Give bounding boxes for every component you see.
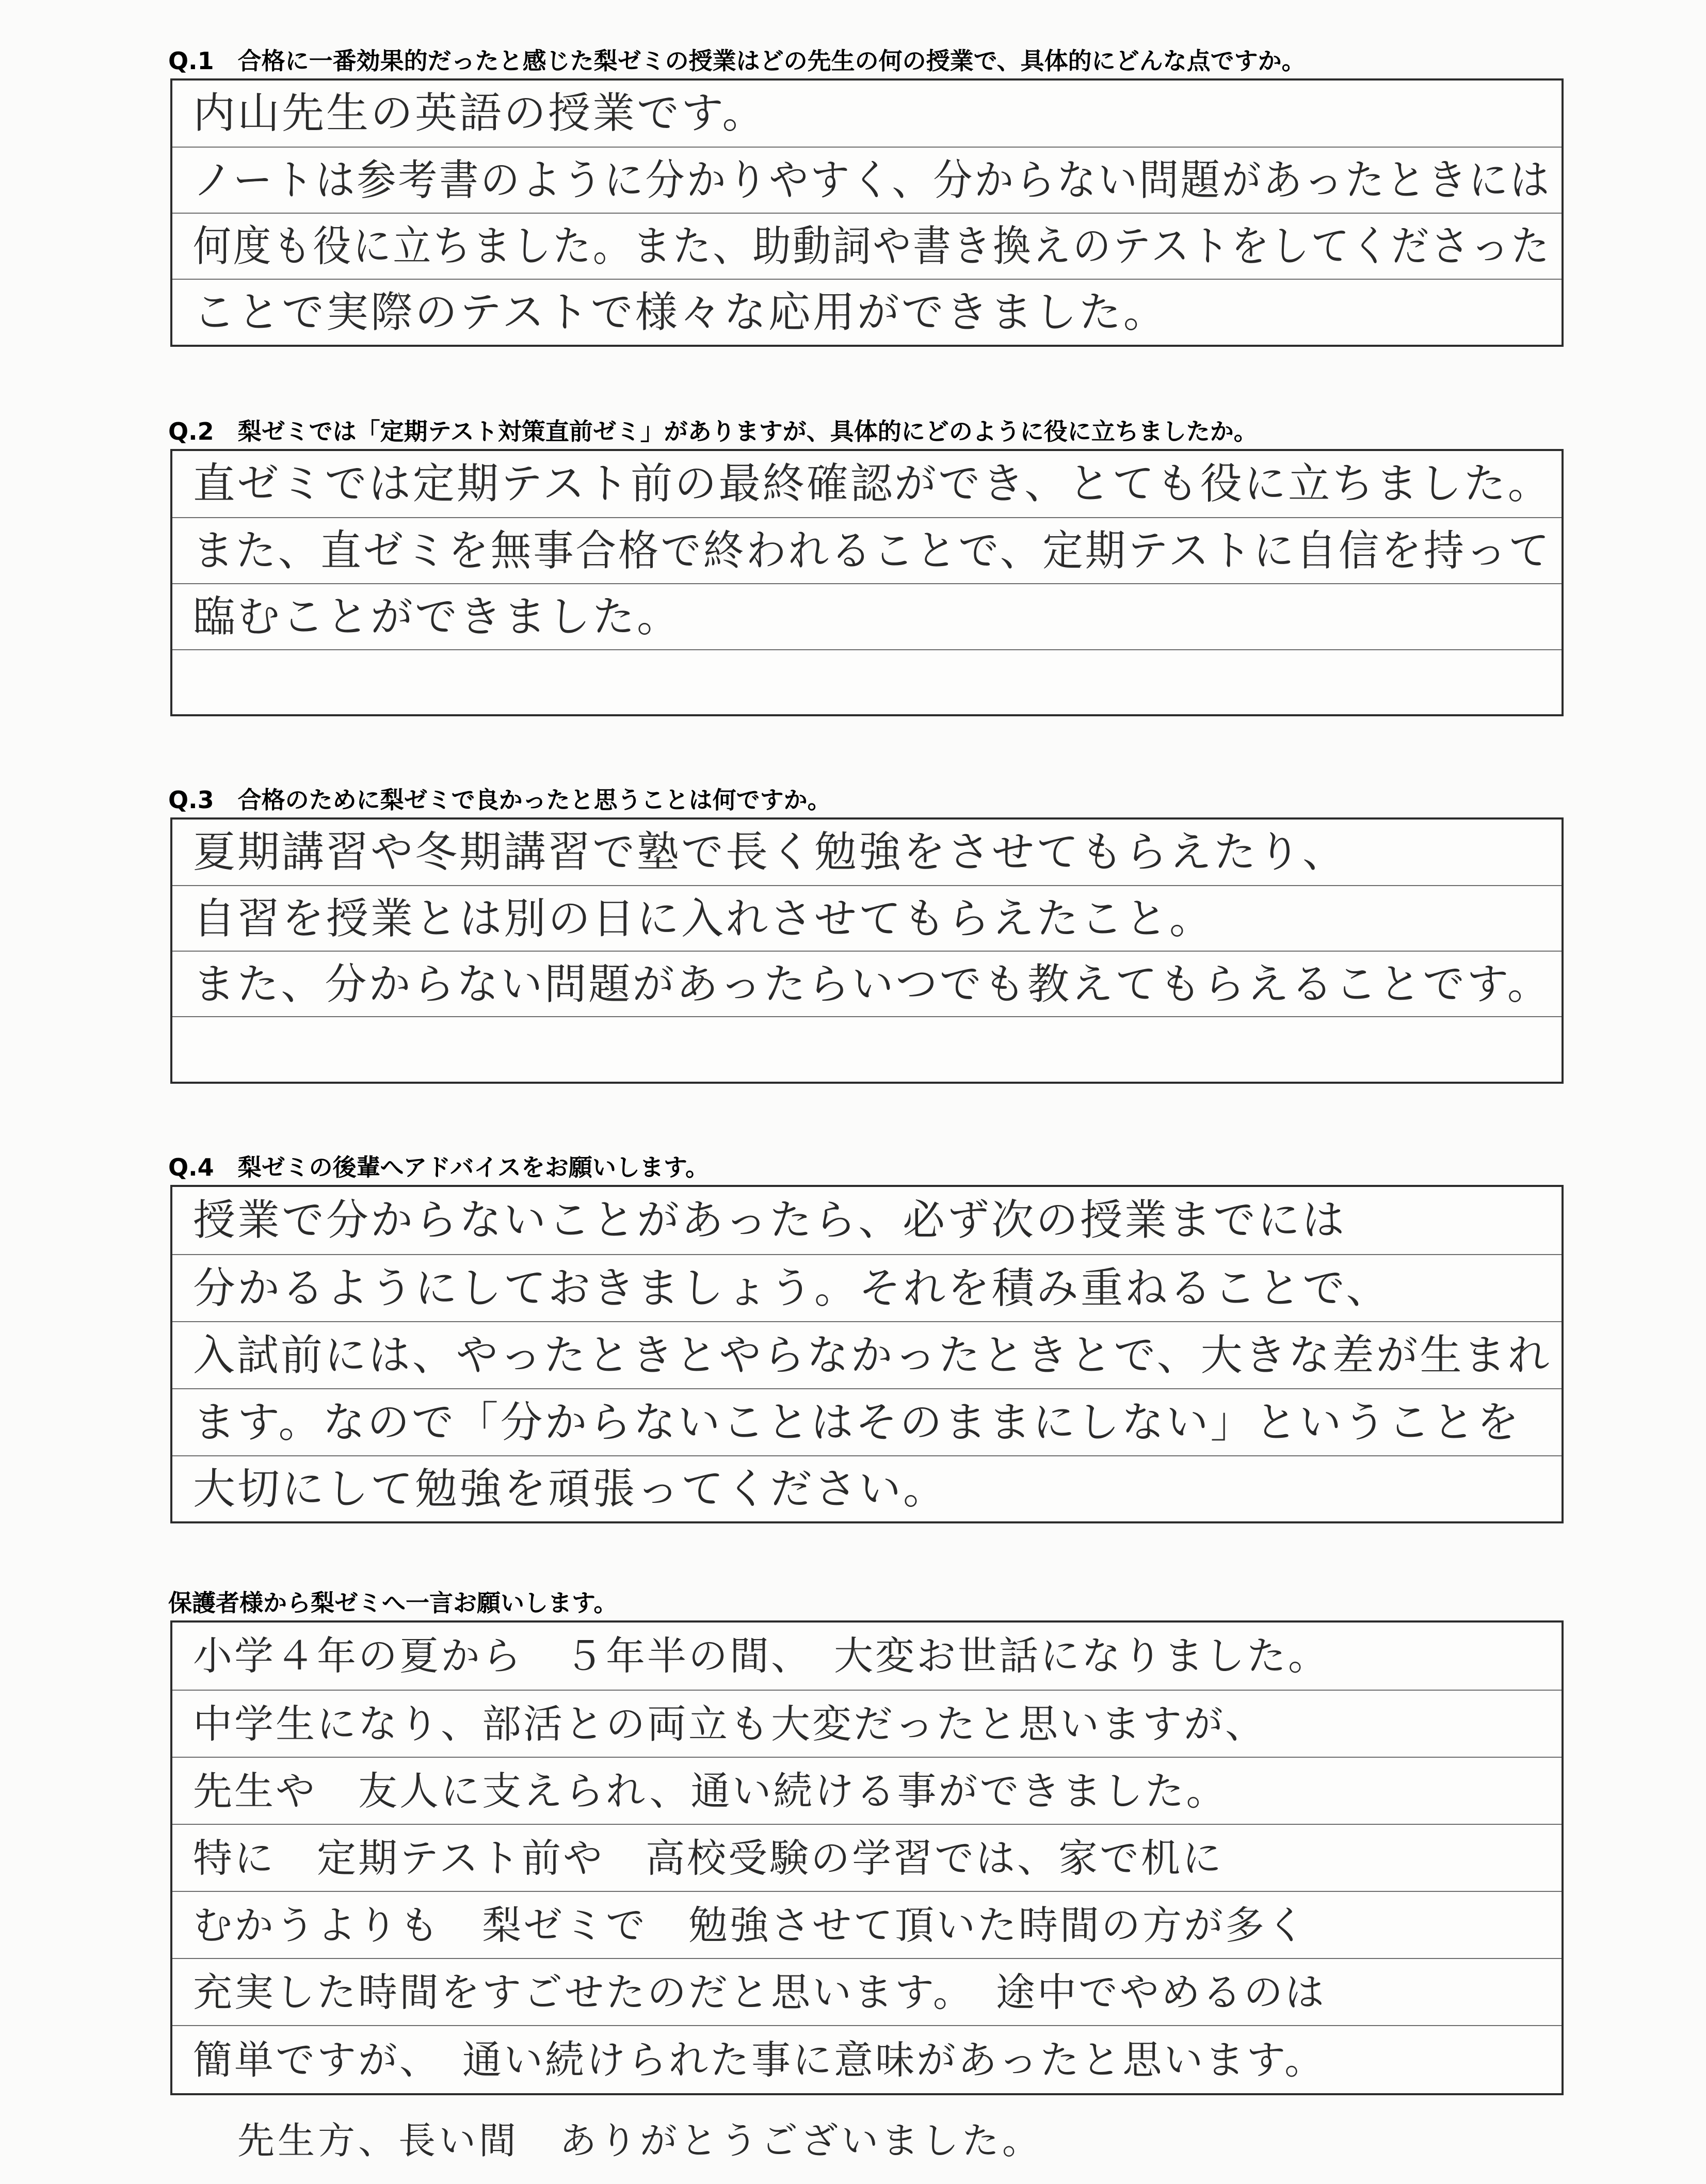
q1-answer-line-2 — [172, 147, 1562, 213]
parent-answer-line-2 — [172, 1690, 1562, 1757]
q1-answer-text-4: ことで実際のテストで様々な応用ができました。 — [193, 288, 1168, 337]
q3-answer-line-3 — [172, 951, 1562, 1016]
parent-answer-text-4: 特に 定期テスト前や 高校受験の学習では、家で机に — [193, 1835, 1224, 1881]
parent-answer-text-2: 中学生になり、部活との両立も大変だったと思いますが、 — [193, 1701, 1266, 1747]
q2-answer-text-3: 臨むことができました。 — [193, 592, 682, 641]
q2-answer-line-3 — [172, 583, 1562, 649]
parent-answer-line-5 — [172, 1891, 1562, 1958]
q4-answer-line-3 — [172, 1321, 1562, 1388]
q1-answer-text-1: 内山先生の英語の授業です。 — [193, 89, 767, 138]
q4-answer-text-3: 入試前には、やったときとやらなかったときとで、大きな差が生まれ — [193, 1331, 1552, 1380]
q4-question: Q.4 梨ゼミの後輩へアドバイスをお願いします。 — [168, 1153, 710, 1181]
q2-answer-line-1 — [172, 451, 1562, 517]
q2-answer-line-4 — [172, 649, 1562, 714]
q4-answer-line-4 — [172, 1388, 1562, 1455]
q2-section — [170, 416, 1564, 716]
q4-answer-text-5: 大切にして勉強を頑張ってください。 — [193, 1465, 948, 1514]
q4-answer-text-4: ます。なので「分からないことはそのままにしない」ということを — [193, 1398, 1521, 1447]
parent-answer-line-4 — [172, 1824, 1562, 1891]
q3-answer-line-4 — [172, 1016, 1562, 1082]
parent-answer-text-5: むかうよりも 梨ゼミで 勉強させて頂いた時間の方が多く — [193, 1902, 1308, 1948]
parent-answer-line-7 — [172, 2025, 1562, 2093]
q2-answer-text-1: 直ゼミでは定期テスト前の最終確認ができ、とても役に立ちました。 — [193, 459, 1552, 508]
parent-answer-text-1: 小学４年の夏から ５年半の間、 大変お世話になりました。 — [193, 1633, 1329, 1679]
q3-answer-text-2: 自習を授業とは別の日に入れさせてもらえたこと。 — [193, 894, 1214, 943]
q1-answer-text-3: 何度も役に立ちました。また、助動詞や書き換えのテストをしてくださった — [193, 222, 1551, 271]
q1-answer-line-3 — [172, 213, 1562, 279]
q3-answer-line-2 — [172, 885, 1562, 951]
q1-answer-line-1 — [172, 81, 1562, 147]
q1-section — [170, 45, 1564, 347]
parent-answer-line-1 — [172, 1623, 1562, 1690]
q2-answer-line-2 — [172, 517, 1562, 583]
q1-answer-text-2: ノートは参考書のように分かりやすく、分からない問題があったときには — [193, 156, 1551, 205]
q4-section — [170, 1152, 1564, 1523]
q4-answer-text-1: 授業で分からないことがあったら、必ず次の授業までには — [193, 1196, 1347, 1245]
q2-question: Q.2 梨ゼミでは「定期テスト対策直前ゼミ」がありますが、具体的にどのように役に立ちましたか。 — [168, 417, 1258, 445]
q2-answer-text-2: また、直ゼミを無事合格で終われることで、定期テストに自信を持って — [193, 526, 1551, 575]
q1-answer-box — [170, 78, 1564, 347]
q4-answer-line-2 — [172, 1254, 1562, 1321]
q3-question: Q.3 合格のために梨ゼミで良かったと思うことは何ですか。 — [168, 786, 831, 814]
q3-answer-box — [170, 817, 1564, 1084]
parent-closing-note: 先生方、長い間 ありがとうございました。 — [237, 2119, 1043, 2162]
q1-answer-line-4 — [172, 279, 1562, 345]
q3-answer-text-1: 夏期講習や冬期講習で塾で長く勉強をさせてもらえたり、 — [193, 828, 1347, 877]
q3-section — [170, 784, 1564, 1084]
q4-answer-box — [170, 1185, 1564, 1523]
parent-question: 保護者様から梨ゼミへ一言お願いします。 — [168, 1589, 618, 1617]
parent-answer-text-3: 先生や 友人に支えられ、通い続ける事ができました。 — [193, 1768, 1228, 1814]
parent-section — [170, 1587, 1564, 2095]
q4-answer-line-5 — [172, 1455, 1562, 1521]
parent-answer-line-3 — [172, 1757, 1562, 1824]
q1-question: Q.1 合格に一番効果的だったと感じた梨ゼミの授業はどの先生の何の授業で、具体的にどんな点ですか。 — [168, 47, 1306, 75]
q3-answer-text-3: また、分からない問題があったらいつでも教えてもらえることです。 — [193, 960, 1552, 1009]
parent-answer-text-7: 簡単ですが、 通い続けられた事に意味があったと思います。 — [193, 2037, 1326, 2083]
parent-answer-line-6 — [172, 1958, 1562, 2025]
parent-answer-box — [170, 1620, 1564, 2095]
q2-answer-box — [170, 449, 1564, 716]
q4-answer-line-1 — [172, 1187, 1562, 1254]
parent-answer-text-6: 充実した時間をすごせたのだと思います。 途中でやめるのは — [193, 1969, 1326, 2015]
q4-answer-text-2: 分かるようにしておきましょう。それを積み重ねることで、 — [193, 1264, 1391, 1313]
q3-answer-line-1 — [172, 820, 1562, 885]
